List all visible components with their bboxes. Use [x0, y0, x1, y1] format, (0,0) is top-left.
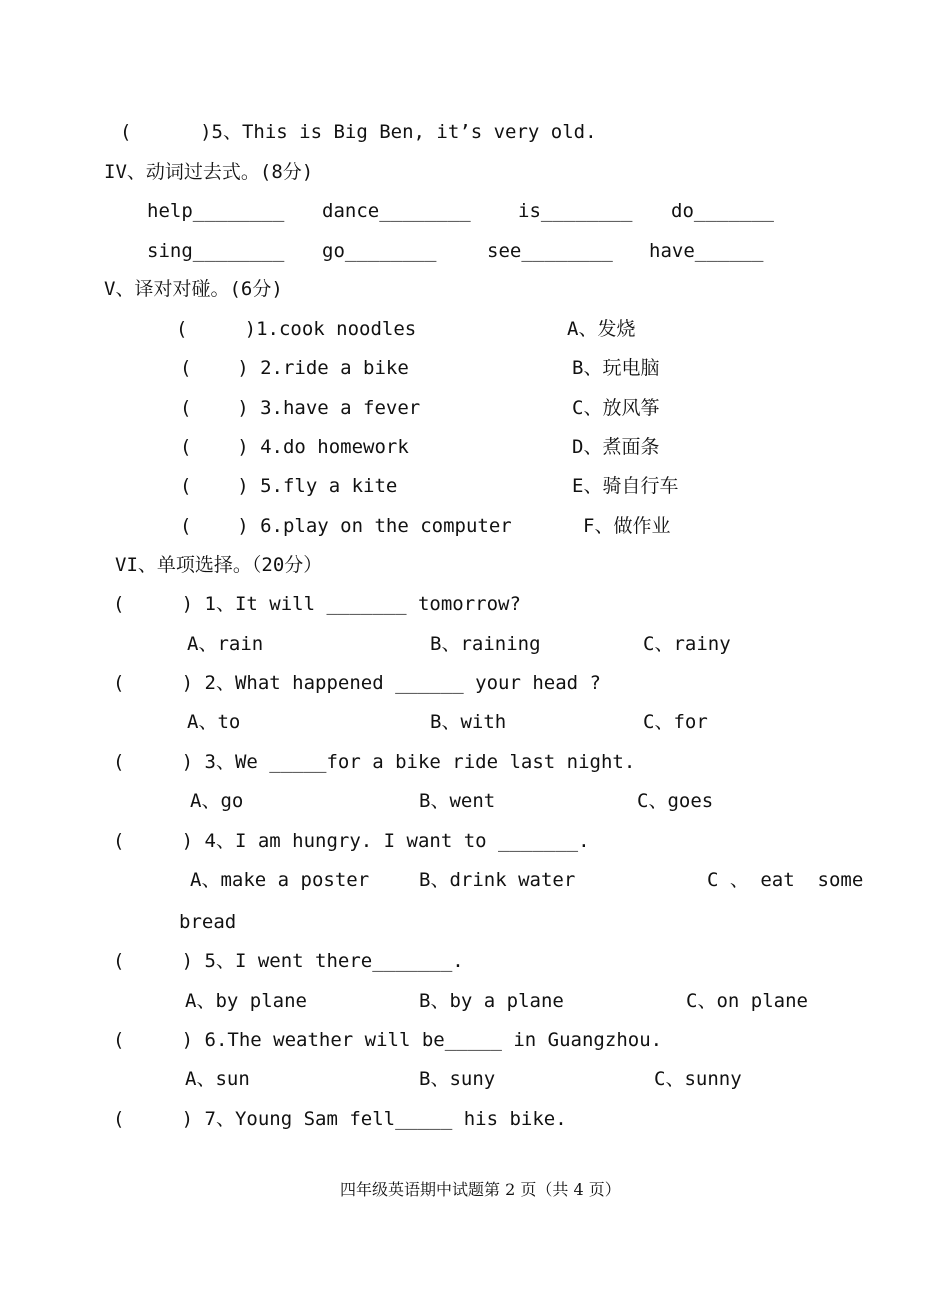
mc-2-option-a: A、to	[187, 711, 241, 733]
mc-3-option-c: C、goes	[637, 790, 714, 812]
mc-question-4: ( ) 4、I am hungry. I want to _______.	[113, 830, 590, 852]
past-tense-see: see________	[487, 240, 613, 262]
past-tense-dance: dance________	[322, 200, 471, 222]
mc-5-option-b: B、by a plane	[419, 990, 564, 1012]
question-5-true-false: ( )5、This is Big Ben, it’s very old.	[120, 121, 597, 143]
mc-question-7: ( ) 7、Young Sam fell_____ his bike.	[113, 1108, 567, 1130]
mc-4-option-c: C 、 eat some	[707, 869, 864, 891]
mc-2-option-c: C、for	[643, 711, 708, 733]
mc-1-option-c: C、rainy	[643, 633, 731, 655]
mc-question-1: ( ) 1、It will _______ tomorrow?	[113, 593, 521, 615]
mc-5-option-a: A、by plane	[185, 990, 307, 1012]
section-5-title: V、译对对碰。(6分)	[104, 278, 283, 300]
match-item-6: ( ) 6.play on the computer	[180, 515, 512, 537]
mc-question-5: ( ) 5、I went there_______.	[113, 950, 464, 972]
match-answer-f: F、做作业	[583, 515, 671, 537]
match-answer-c: C、放风筝	[572, 397, 660, 419]
mc-4-option-a: A、make a poster	[190, 869, 370, 891]
match-item-2: ( ) 2.ride a bike	[180, 357, 409, 379]
past-tense-sing: sing________	[147, 240, 285, 262]
match-item-1: ( )1.cook noodles	[176, 318, 417, 340]
match-item-5: ( ) 5.fly a kite	[180, 475, 398, 497]
mc-6-option-c: C、sunny	[654, 1068, 742, 1090]
mc-4-option-b: B、drink water	[419, 869, 576, 891]
mc-5-option-c: C、on plane	[686, 990, 808, 1012]
mc-question-3: ( ) 3、We _____for a bike ride last night.	[113, 751, 636, 773]
mc-3-option-b: B、went	[419, 790, 496, 812]
section-4-title: IV、动词过去式。(8分)	[104, 161, 314, 183]
mc-3-option-a: A、go	[190, 790, 244, 812]
match-item-4: ( ) 4.do homework	[180, 436, 409, 458]
mc-1-option-b: B、raining	[430, 633, 541, 655]
past-tense-go: go________	[322, 240, 437, 262]
mc-6-option-a: A、sun	[185, 1068, 250, 1090]
match-answer-e: E、骑自行车	[572, 475, 679, 497]
mc-question-6: ( ) 6.The weather will be_____ in Guangzhou.	[113, 1029, 663, 1051]
match-answer-d: D、煮面条	[572, 436, 660, 458]
page-footer: 四年级英语期中试题第 2 页（共 4 页）	[340, 1180, 621, 1199]
mc-question-2: ( ) 2、What happened ______ your head ?	[113, 672, 601, 694]
mc-4-option-c-continued: bread	[179, 911, 237, 933]
past-tense-have: have______	[649, 240, 764, 262]
match-answer-b: B、玩电脑	[572, 357, 660, 379]
past-tense-is: is________	[518, 200, 633, 222]
section-6-title: VI、单项选择。（20分）	[115, 554, 323, 576]
mc-2-option-b: B、with	[430, 711, 507, 733]
match-item-3: ( ) 3.have a fever	[180, 397, 421, 419]
past-tense-help: help________	[147, 200, 285, 222]
mc-6-option-b: B、suny	[419, 1068, 496, 1090]
mc-1-option-a: A、rain	[187, 633, 264, 655]
match-answer-a: A、发烧	[567, 318, 636, 340]
past-tense-do: do_______	[671, 200, 774, 222]
